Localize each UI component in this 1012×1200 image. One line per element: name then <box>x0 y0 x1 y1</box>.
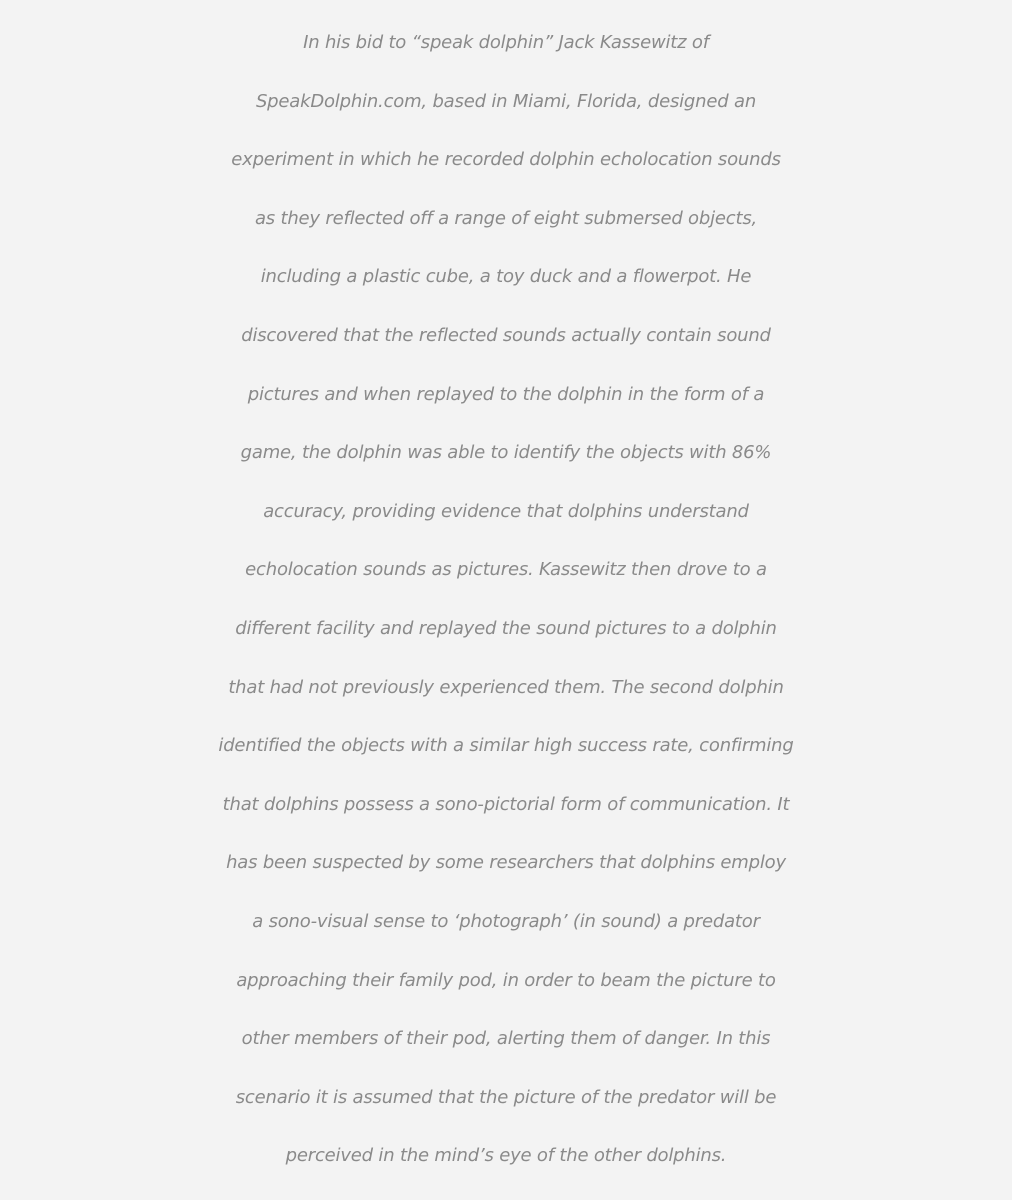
paragraph-line: that had not previously experienced them. The second dolphin <box>228 676 784 698</box>
paragraph-line: identified the objects with a similar high success rate, confirming <box>218 735 794 757</box>
paragraph-line: scenario it is assumed that the picture of the predator will be <box>235 1086 777 1108</box>
paragraph-line: different facility and replayed the sound pictures to a dolphin <box>235 617 777 639</box>
paragraph-line: accuracy, providing evidence that dolphins understand <box>263 500 749 522</box>
paragraph-line: other members of their pod, alerting them of danger. In this <box>241 1028 771 1050</box>
paragraph-line: perceived in the mind’s eye of the other dolphins. <box>285 1145 727 1167</box>
paragraph-line: including a plastic cube, a toy duck and a flowerpot. He <box>260 266 752 288</box>
paragraph-line: has been suspected by some researchers that dolphins employ <box>226 852 786 874</box>
paragraph-line: game, the dolphin was able to identify the objects with 86% <box>240 442 772 464</box>
paragraph-line: as they reflected off a range of eight submersed objects, <box>254 207 758 229</box>
paragraph-line: discovered that the reflected sounds actually contain sound <box>241 324 771 346</box>
paragraph-line: echolocation sounds as pictures. Kassewitz then drove to a <box>245 559 767 581</box>
paragraph-line: SpeakDolphin.com, based in Miami, Florida, designed an <box>255 90 757 112</box>
paragraph-line: experiment in which he recorded dolphin echolocation sounds <box>231 149 781 171</box>
article-paragraph <box>0 14 1012 1186</box>
paragraph-line: In his bid to “speak dolphin” Jack Kassewitz of <box>303 32 709 53</box>
paragraph-line: approaching their family pod, in order to beam the picture to <box>236 969 776 991</box>
paragraph-line: pictures and when replayed to the dolphin in the form of a <box>247 383 765 405</box>
paragraph-line: a sono-visual sense to ‘photograph’ (in sound) a predator <box>252 910 760 932</box>
paragraph-line: that dolphins possess a sono-pictorial form of communication. It <box>222 793 790 815</box>
